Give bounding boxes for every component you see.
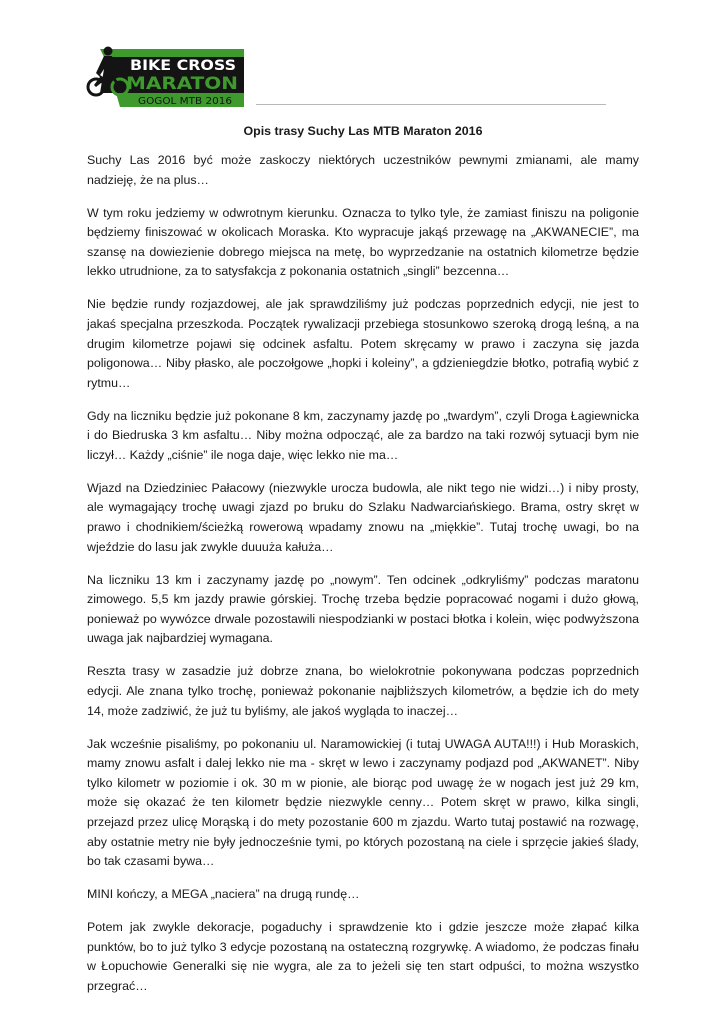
bike-cross-maraton-logo (86, 45, 244, 107)
logo-line3: GOGOL MTB 2016 (138, 96, 232, 107)
paragraph: Nie będzie rundy rozjazdowej, ale jak sprawdziliśmy już podczas poprzednich edycji, nie jest to jakaś specjalna przeszkoda. Początek rywalizacji przebiega stosunkowo szeroką drogą leśną, a na drugim kilometrze pojawi się odcinek asfaltu. Potem skręcamy w prawo i zaczyna się jazda poligonowa… Niby płasko, ale poczołgowe „hopki i koleiny”, a gdzieniegdzie błotko, potrafią wybić z rytmu… (87, 297, 639, 390)
header-divider (256, 104, 606, 105)
document-body (87, 122, 639, 1010)
paragraph: Reszta trasy w zasadzie już dobrze znana, bo wielokrotnie pokonywana podczas poprzednich edycji. Ale znana tylko trochę, ponieważ pokonanie najbliższych kilometrów, a będzie ich do mety 14, może zadziwić, że już tu byliśmy, ale jakoś wygląda to inaczej… (87, 664, 639, 718)
paragraph: W tym roku jedziemy w odwrotnym kierunku. Oznacza to tylko tyle, że zamiast finiszu na poligonie będziemy finiszować w okolicach Moraska. Kto wypracuje jakąś przewagę na „AKWANECIE”, ma szansę na dowiezienie dobrego miejsca na metę, bo wyprzedzanie na ostatnich kilometrze będzie lekko utrudnione, za to satysfakcja z pokonania ostatnich „singli” bezcenna… (87, 205, 639, 279)
paragraph: Suchy Las 2016 być może zaskoczy niektórych uczestników pewnymi zmianami, ale mamy nadzieję, że na plus… (87, 153, 639, 187)
paragraph: Potem jak zwykle dekoracje, pogaduchy i sprawdzenie kto i gdzie jeszcze może złapać kilka punktów, bo to już tylko 3 edycje pozostaną na ostateczną rozgrywkę. A wiadomo, że podczas finału w Łopuchowie Generalki się nie wygra, ale za to jeżeli się ten start odpuści, to można wszystko przegrać… (87, 920, 639, 993)
paragraph: Na liczniku 13 km i zaczynamy jazdę po „nowym”. Ten odcinek „odkryliśmy” podczas maratonu zimowego. 5,5 km jazdy prawie górskiej. Trochę trzeba będzie popracować nogami i dużo głową, ponieważ po wywózce drwale pozostawili niespodzianki w postaci błotka i kolein, więc podwyższona uwaga jak najbardziej wymagana. (87, 572, 639, 646)
logo-green-band (100, 49, 244, 57)
paragraph: Jak wcześnie pisaliśmy, po pokonaniu ul. Naramowickiej (i tutaj UWAGA AUTA!!!) i Hub Moraskich, mamy znowu asfalt i dalej lekko nie ma - skręt w lewo i zaczynamy podjazd pod „AKWANET”. Niby tylko kilometr w poziomie i ok. 30 m w pionie, ale biorąc pod uwagę że w nogach jest już 29 km, może się okazać że ten kilometr będzie niezwykle cenny… Potem skręt w prawo, kilka singli, przejazd przez ulicę Morąską i do mety pozostanie 600 m zjazdu. Warto tutaj postawić na rozwagę, aby ostatnie metry nie były jednocześnie tymi, po których pozostaną na ciele i sprzęcie jakieś ślady, bo tak czasami bywa… (87, 736, 639, 869)
document-title: Opis trasy Suchy Las MTB Maraton 2016 (243, 124, 483, 138)
logo-line2: MARATON (126, 74, 238, 94)
paragraph: Gdy na liczniku będzie już pokonane 8 km, zaczynamy jazdę po „twardym”, czyli Droga Łagiewnicka i do Biedruska 3 km asfaltu… Niby można odpocząć, ale za bardzo na taki rozwój sytuacji bym nie liczył… Każdy „ciśnie” ile noga daje, więc lekko nie ma… (87, 408, 639, 462)
logo-line1: BIKE CROSS (130, 58, 236, 74)
paragraph: Wjazd na Dziedziniec Pałacowy (niezwykle urocza budowla, ale nikt tego nie widzi…) i niby prosty, ale wymagający trochę uwagi zjazd po bruku do Szlaku Nadwarciańskiego. Brama, ostry skręt w prawo i chodnikiem/ścieżką rowerową wpadamy znowu na „miękkie”. Tutaj trochę uwagi, bo na wjeździe do lasu jak zwykle duuuża kałuża… (87, 480, 639, 554)
paragraph: MINI kończy, a MEGA „naciera” na drugą rundę… (87, 887, 360, 902)
